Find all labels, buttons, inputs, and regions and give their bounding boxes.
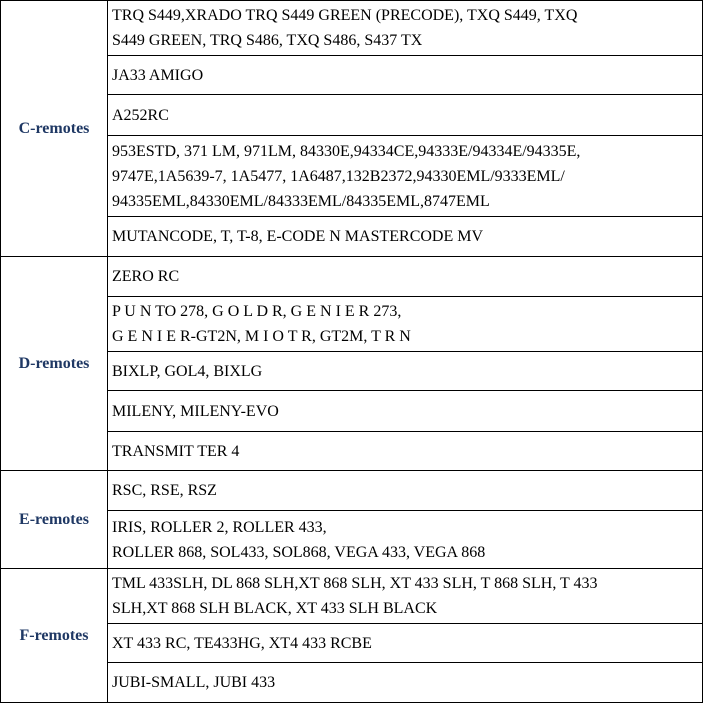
- table-row: [1, 1, 703, 56]
- list-item: JA33 AMIGO: [108, 56, 703, 95]
- group-label-d-remotes: D-remotes: [1, 257, 108, 471]
- list-item: IRIS, ROLLER 2, ROLLER 433, ROLLER 868, SOL433, SOL868, VEGA 433, VEGA 868: [108, 511, 703, 569]
- list-item: ZERO RC: [108, 257, 703, 297]
- group-label-e-remotes: E-remotes: [1, 471, 108, 569]
- table-row: [1, 471, 703, 511]
- list-item: JUBI-SMALL, JUBI 433: [108, 663, 703, 703]
- list-item: MUTANCODE, T, T-8, E-CODE N MASTERCODE MV: [108, 217, 703, 257]
- list-item: 953ESTD, 371 LM, 971LM, 84330E,94334CE,94333E/94334E/94335E, 9747E,1A5639-7, 1A5477, 1A6487,132B2372,94330EML/9333EML/ 94335EML,84330EML/84333EML/84335EML,8747EML: [108, 136, 703, 217]
- list-item: RSC, RSE, RSZ: [108, 471, 703, 511]
- list-item: TML 433SLH, DL 868 SLH,XT 868 SLH, XT 433 SLH, T 868 SLH, T 433 SLH,XT 868 SLH BLACK, XT 433 SLH BLACK: [108, 569, 703, 624]
- table-row: [1, 569, 703, 624]
- list-item: A252RC: [108, 95, 703, 136]
- group-label-f-remotes: F-remotes: [1, 569, 108, 703]
- group-label-c-remotes: C-remotes: [1, 1, 108, 257]
- table-row: [1, 257, 703, 297]
- list-item: P U N TO 278, G O L D R, G E N I E R 273, G E N I E R-GT2N, M I O T R, GT2M, T R N: [108, 297, 703, 352]
- list-item: TRQ S449,XRADO TRQ S449 GREEN (PRECODE), TXQ S449, TXQ S449 GREEN, TRQ S486, TXQ S486, S437 TX: [108, 1, 703, 56]
- list-item: MILENY, MILENY-EVO: [108, 391, 703, 432]
- list-item: XT 433 RC, TE433HG, XT4 433 RCBE: [108, 624, 703, 663]
- list-item: BIXLP, GOL4, BIXLG: [108, 352, 703, 391]
- list-item: TRANSMIT TER 4: [108, 432, 703, 471]
